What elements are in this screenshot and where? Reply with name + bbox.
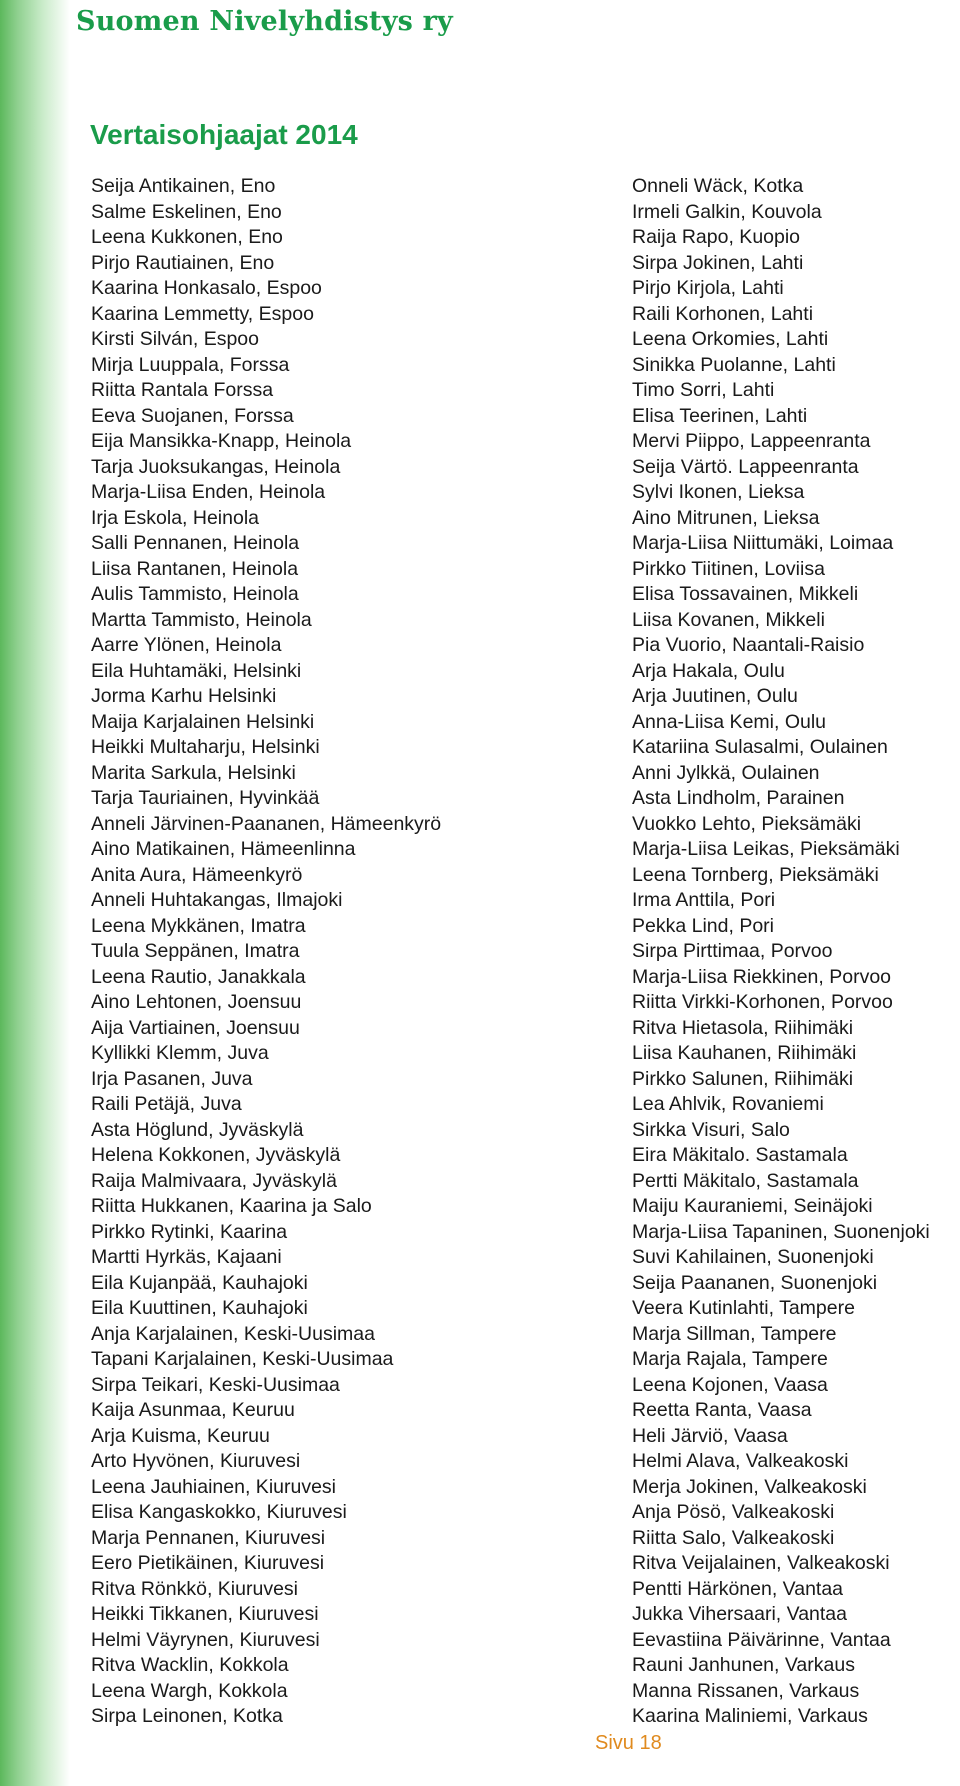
list-item: Tapani Karjalainen, Keski-Uusimaa <box>91 1348 394 1370</box>
list-item: Marja-Liisa Enden, Heinola <box>91 481 326 503</box>
list-item: Sirpa Jokinen, Lahti <box>632 251 804 274</box>
list-item: Anna-Liisa Kemi, Oulu <box>632 710 827 733</box>
list-item: Aino Matikainen, Hämeenlinna <box>91 838 356 860</box>
list-item: Seija Värtö. Lappeenranta <box>632 455 859 478</box>
list-item: Liisa Kovanen, Mikkeli <box>632 608 825 631</box>
list-item: Asta Höglund, Jyväskylä <box>91 1118 304 1141</box>
list-item: Aarre Ylönen, Heinola <box>91 634 282 656</box>
list-item: Marja-Liisa Leikas, Pieksämäki <box>632 838 900 860</box>
list-item: Ritva Rönkkö, Kiuruvesi <box>91 1577 298 1600</box>
list-item: Heli Järviö, Vaasa <box>632 1424 788 1447</box>
list-item: Kaija Asunmaa, Keuruu <box>91 1399 295 1421</box>
list-item: Leena Kukkonen, Eno <box>91 226 283 248</box>
list-item: Kaarina Honkasalo, Espoo <box>91 277 322 299</box>
list-item: Martti Hyrkäs, Kajaani <box>91 1246 282 1268</box>
page-number: Sivu 18 <box>595 1732 662 1754</box>
list-item: Raija Rapo, Kuopio <box>632 226 801 248</box>
list-item: Eeva Suojanen, Forssa <box>91 404 294 427</box>
list-item: Sinikka Puolanne, Lahti <box>632 353 836 376</box>
list-item: Aija Vartiainen, Joensuu <box>91 1016 300 1039</box>
list-item: Arja Kuisma, Keuruu <box>91 1424 270 1447</box>
list-item: Jorma Karhu Helsinki <box>91 685 277 707</box>
list-item: Riitta Rantala Forssa <box>91 379 274 401</box>
list-item: Ritva Wacklin, Kokkola <box>91 1654 289 1676</box>
list-item: Liisa Rantanen, Heinola <box>91 557 299 580</box>
list-item: Sirpa Leinonen, Kotka <box>91 1705 283 1727</box>
list-item: Marja Pennanen, Kiuruvesi <box>91 1526 326 1549</box>
list-item: Riitta Salo, Valkeakoski <box>632 1526 835 1549</box>
list-item: Anni Jylkkä, Oulainen <box>632 761 820 784</box>
list-item: Maija Karjalainen Helsinki <box>91 710 315 733</box>
list-item: Eija Mansikka-Knapp, Heinola <box>91 430 352 452</box>
list-item: Anita Aura, Hämeenkyrö <box>91 863 303 886</box>
list-item: Eevastiina Päivärinne, Vantaa <box>632 1628 891 1651</box>
list-item: Raili Korhonen, Lahti <box>632 302 814 325</box>
list-item: Salli Pennanen, Heinola <box>91 532 300 554</box>
list-item: Pirkko Tiitinen, Loviisa <box>632 557 825 580</box>
list-item: Leena Wargh, Kokkola <box>91 1679 288 1702</box>
list-item: Eila Huhtamäki, Helsinki <box>91 659 302 682</box>
list-item: Ritva Hietasola, Riihimäki <box>632 1016 854 1039</box>
list-item: Lea Ahlvik, Rovaniemi <box>632 1093 824 1115</box>
list-item: Aino Lehtonen, Joensuu <box>91 991 302 1013</box>
list-item: Sirpa Pirttimaa, Porvoo <box>632 940 833 962</box>
list-item: Leena Rautio, Janakkala <box>91 965 306 988</box>
list-item: Vuokko Lehto, Pieksämäki <box>632 812 862 835</box>
list-item: Leena Jauhiainen, Kiuruvesi <box>91 1475 337 1498</box>
list-item: Pertti Mäkitalo, Sastamala <box>632 1169 859 1192</box>
list-item: Pirkko Salunen, Riihimäki <box>632 1067 854 1090</box>
list-item: Tarja Tauriainen, Hyvinkää <box>91 787 320 809</box>
list-item: Leena Orkomies, Lahti <box>632 328 829 350</box>
list-item: Maiju Kauraniemi, Seinäjoki <box>632 1195 873 1217</box>
list-item: Pentti Härkönen, Vantaa <box>632 1577 844 1600</box>
list-item: Timo Sorri, Lahti <box>632 379 775 401</box>
list-item: Jukka Vihersaari, Vantaa <box>632 1603 847 1625</box>
list-item: Sylvi Ikonen, Lieksa <box>632 481 805 503</box>
list-item: Katariina Sulasalmi, Oulainen <box>632 736 888 758</box>
list-item: Marja-Liisa Niittumäki, Loimaa <box>632 532 894 554</box>
list-item: Arja Juutinen, Oulu <box>632 685 798 707</box>
list-item: Pirkko Rytinki, Kaarina <box>91 1220 288 1243</box>
list-item: Marja-Liisa Riekkinen, Porvoo <box>632 965 892 988</box>
list-item: Arja Hakala, Oulu <box>632 659 785 682</box>
list-item: Anneli Järvinen-Paananen, Hämeenkyrö <box>91 812 442 835</box>
list-item: Helmi Alava, Valkeakoski <box>632 1450 849 1472</box>
list-item: Eila Kuuttinen, Kauhajoki <box>91 1297 308 1319</box>
list-item: Riitta Hukkanen, Kaarina ja Salo <box>91 1195 372 1217</box>
list-item: Martta Tammisto, Heinola <box>91 608 312 631</box>
list-item: Pia Vuorio, Naantali-Raisio <box>632 634 865 656</box>
list-item: Tarja Juoksukangas, Heinola <box>91 455 341 478</box>
list-item: Helena Kokkonen, Jyväskylä <box>91 1144 341 1166</box>
list-item: Irja Pasanen, Juva <box>91 1067 253 1090</box>
list-item: Rauni Janhunen, Varkaus <box>632 1654 855 1676</box>
list-item: Eira Mäkitalo. Sastamala <box>632 1144 848 1166</box>
list-item: Pirjo Rautiainen, Eno <box>91 251 275 274</box>
list-item: Anja Pösö, Valkeakoski <box>632 1501 835 1523</box>
list-item: Liisa Kauhanen, Riihimäki <box>632 1042 857 1064</box>
list-item: Onneli Wäck, Kotka <box>632 175 804 197</box>
list-item: Raili Petäjä, Juva <box>91 1093 242 1115</box>
list-item: Marja Sillman, Tampere <box>632 1322 837 1345</box>
list-item: Marja-Liisa Tapaninen, Suonenjoki <box>632 1220 930 1243</box>
list-item: Arto Hyvönen, Kiuruvesi <box>91 1450 301 1472</box>
organization-header: Suomen Nivelyhdistys ry <box>76 6 453 37</box>
list-item: Pirjo Kirjola, Lahti <box>632 277 784 299</box>
list-item: Elisa Teerinen, Lahti <box>632 404 808 427</box>
list-item: Seija Paananen, Suonenjoki <box>632 1271 878 1294</box>
list-item: Pekka Lind, Pori <box>632 914 774 937</box>
list-item: Raija Malmivaara, Jyväskylä <box>91 1169 337 1192</box>
list-item: Anja Karjalainen, Keski-Uusimaa <box>91 1322 375 1345</box>
list-item: Kirsti Silván, Espoo <box>91 328 259 350</box>
list-item: Eero Pietikäinen, Kiuruvesi <box>91 1552 325 1574</box>
list-item: Mervi Piippo, Lappeenranta <box>632 430 871 452</box>
list-item: Tuula Seppänen, Imatra <box>91 940 300 962</box>
list-item: Veera Kutinlahti, Tampere <box>632 1297 855 1319</box>
list-item: Merja Jokinen, Valkeakoski <box>632 1475 867 1498</box>
list-item: Marita Sarkula, Helsinki <box>91 761 296 784</box>
list-item: Leena Tornberg, Pieksämäki <box>632 863 879 886</box>
volunteer-list-right <box>632 174 957 1730</box>
list-item: Leena Mykkänen, Imatra <box>91 914 306 937</box>
list-item: Seija Antikainen, Eno <box>91 175 276 197</box>
list-item: Irma Anttila, Pori <box>632 889 776 911</box>
list-item: Elisa Tossavainen, Mikkeli <box>632 583 859 605</box>
list-item: Manna Rissanen, Varkaus <box>632 1679 860 1702</box>
list-item: Irmeli Galkin, Kouvola <box>632 200 822 223</box>
list-item: Suvi Kahilainen, Suonenjoki <box>632 1246 874 1268</box>
page-title: Vertaisohjaajat 2014 <box>90 119 358 150</box>
list-item: Kyllikki Klemm, Juva <box>91 1042 269 1064</box>
list-item: Marja Rajala, Tampere <box>632 1348 828 1370</box>
list-item: Elisa Kangaskokko, Kiuruvesi <box>91 1501 347 1523</box>
list-item: Eila Kujanpää, Kauhajoki <box>91 1271 308 1294</box>
list-item: Kaarina Maliniemi, Varkaus <box>632 1705 868 1727</box>
list-item: Riitta Virkki-Korhonen, Porvoo <box>632 991 893 1013</box>
list-item: Asta Lindholm, Parainen <box>632 787 845 809</box>
decorative-side-band <box>0 0 70 1786</box>
volunteer-list-left <box>91 174 611 1730</box>
list-item: Helmi Väyrynen, Kiuruvesi <box>91 1628 320 1651</box>
list-item: Sirkka Visuri, Salo <box>632 1118 790 1141</box>
list-item: Aino Mitrunen, Lieksa <box>632 506 820 529</box>
list-item: Irja Eskola, Heinola <box>91 506 259 529</box>
list-item: Leena Kojonen, Vaasa <box>632 1373 828 1396</box>
list-item: Ritva Veijalainen, Valkeakoski <box>632 1552 890 1574</box>
list-item: Anneli Huhtakangas, Ilmajoki <box>91 889 343 911</box>
list-item: Kaarina Lemmetty, Espoo <box>91 302 314 325</box>
list-item: Reetta Ranta, Vaasa <box>632 1399 812 1421</box>
list-item: Salme Eskelinen, Eno <box>91 200 282 223</box>
list-item: Heikki Tikkanen, Kiuruvesi <box>91 1603 319 1625</box>
list-item: Heikki Multaharju, Helsinki <box>91 736 320 758</box>
list-item: Aulis Tammisto, Heinola <box>91 583 299 605</box>
list-item: Sirpa Teikari, Keski-Uusimaa <box>91 1373 340 1396</box>
list-item: Mirja Luuppala, Forssa <box>91 353 290 376</box>
